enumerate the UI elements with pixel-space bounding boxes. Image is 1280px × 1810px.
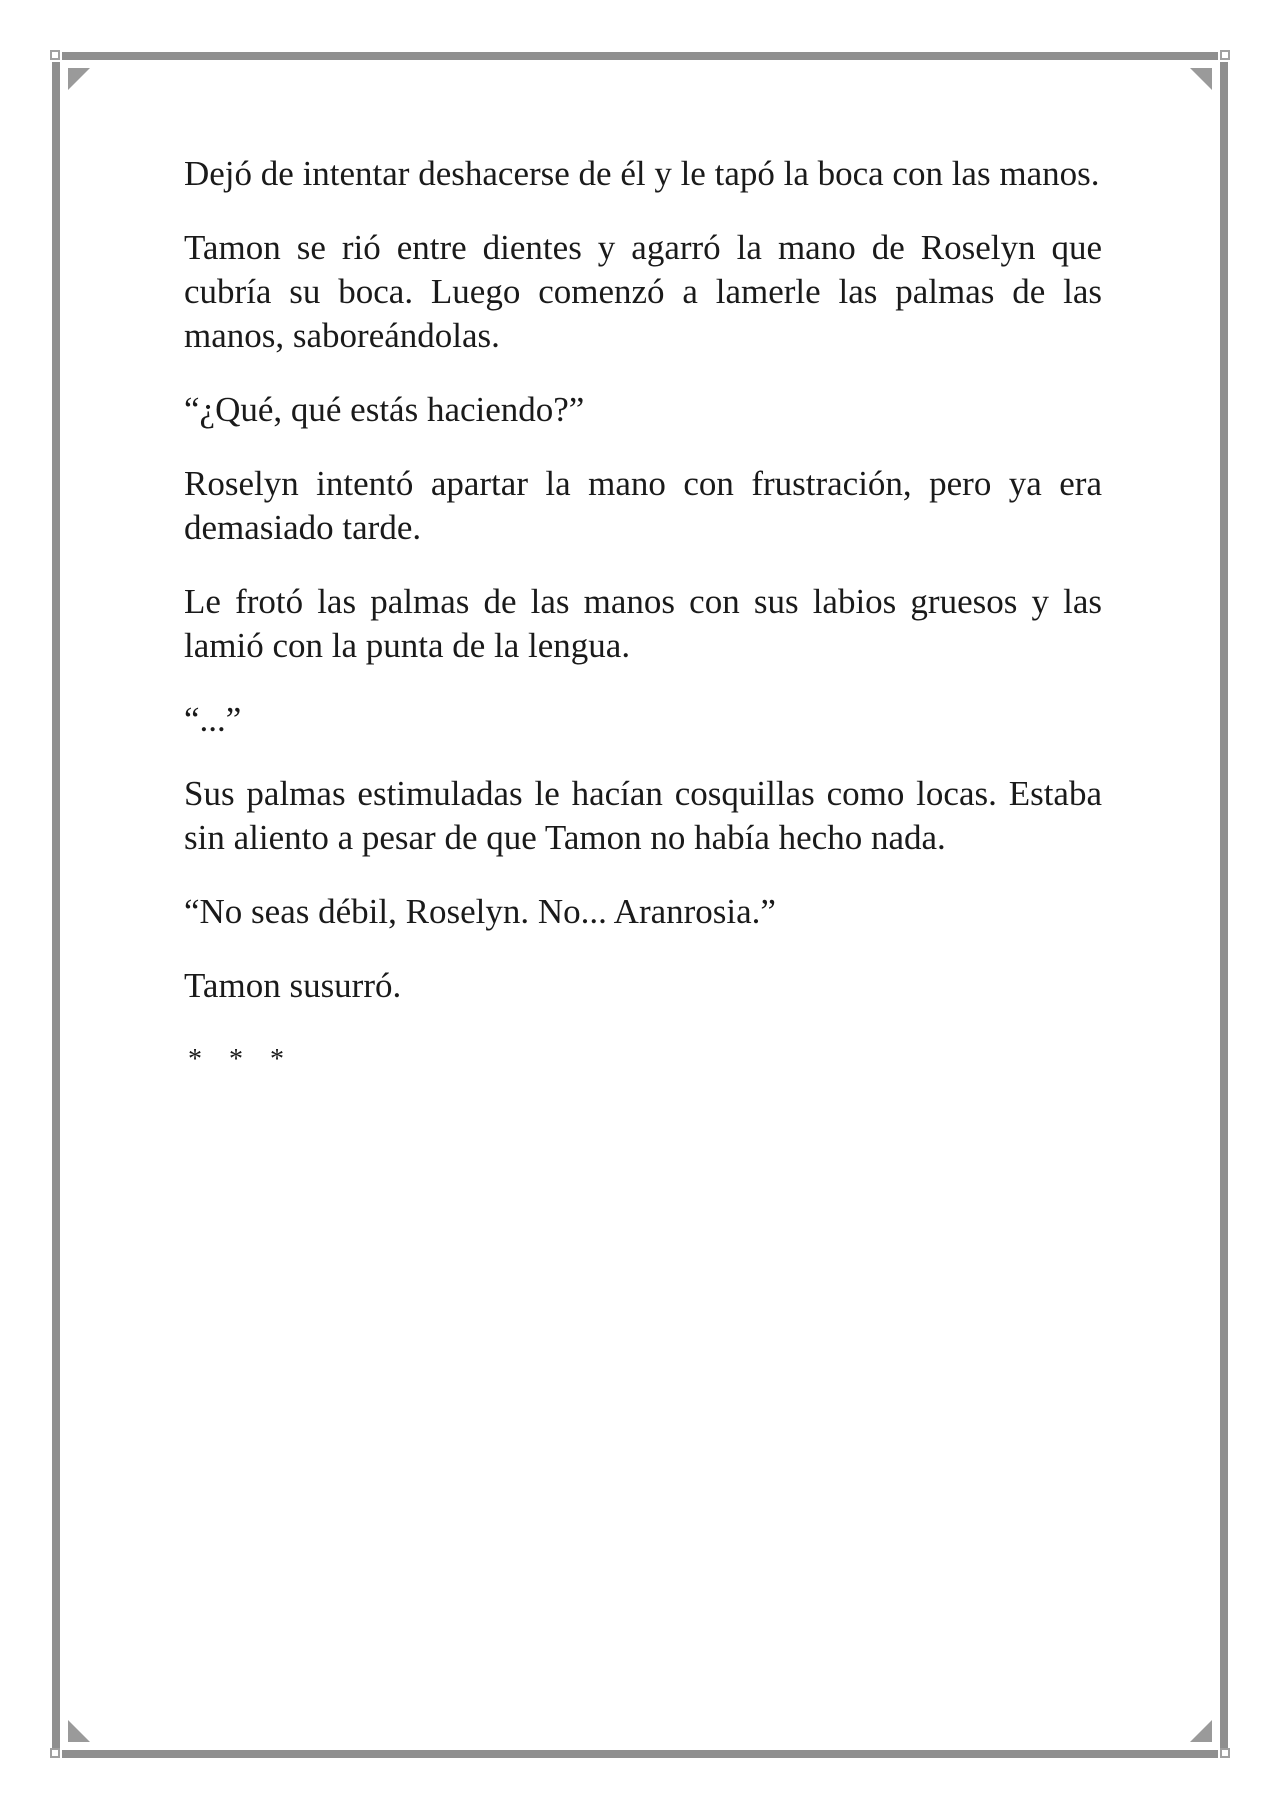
paragraph: Dejó de intentar deshacerse de él y le tapó la boca con las manos.: [184, 154, 1100, 193]
corner-triangle-bottom-right: [1190, 1720, 1212, 1742]
frame-top-border: [62, 52, 1218, 60]
paragraph: Tamon susurró.: [184, 966, 402, 1005]
dialogue-line: “¿Qué, qué estás haciendo?”: [184, 390, 585, 429]
dialogue-line: “...”: [184, 700, 242, 739]
paragraph: Tamon se rió entre dientes y agarró la mano de Roselyn que cubría su boca. Luego comenzó a lamerle las palmas de las manos, saboreándolas.: [184, 228, 1102, 355]
frame-bottom-border: [62, 1750, 1218, 1758]
corner-triangle-top-left: [68, 68, 90, 90]
corner-ornament-top-right: [1220, 50, 1230, 60]
scene-separator: * * *: [188, 1044, 294, 1075]
page-body: [184, 152, 1102, 1112]
frame-right-border: [1220, 62, 1228, 1748]
corner-triangle-bottom-left: [68, 1720, 90, 1742]
corner-triangle-top-right: [1190, 68, 1212, 90]
paragraph: Roselyn intentó apartar la mano con frustración, pero ya era demasiado tarde.: [184, 464, 1102, 547]
corner-ornament-top-left: [50, 50, 60, 60]
paragraph: Le frotó las palmas de las manos con sus labios gruesos y las lamió con la punta de la lengua.: [184, 582, 1102, 665]
paragraph: Sus palmas estimuladas le hacían cosquillas como locas. Estaba sin aliento a pesar de que Tamon no había hecho nada.: [184, 774, 1102, 857]
corner-ornament-bottom-left: [50, 1748, 60, 1758]
corner-ornament-bottom-right: [1220, 1748, 1230, 1758]
frame-left-border: [52, 62, 60, 1748]
dialogue-line: “No seas débil, Roselyn. No... Aranrosia.”: [184, 892, 776, 931]
